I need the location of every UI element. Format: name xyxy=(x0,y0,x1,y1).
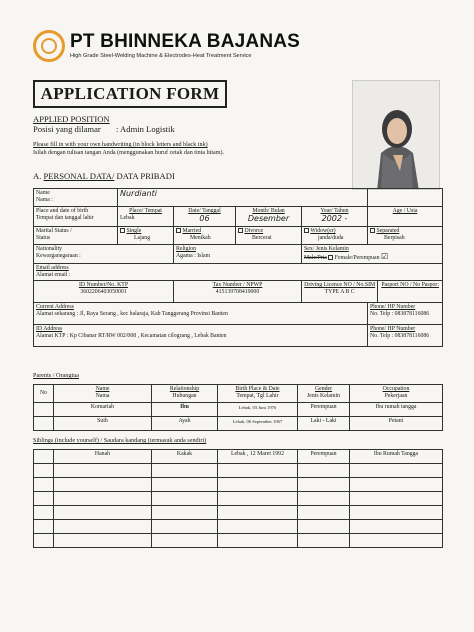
section-a-heading: A. PERSONAL DATA/ DATA PRIBADI xyxy=(33,171,175,181)
age-field[interactable] xyxy=(370,215,440,222)
applied-value[interactable]: : Admin Logistik xyxy=(116,124,175,134)
company-logo xyxy=(33,30,65,62)
marital-single[interactable]: Single Lajang xyxy=(118,227,174,245)
birth-month-field[interactable]: Desember xyxy=(247,214,290,223)
parent-row[interactable]: Komariah Ibu Lebak, 03 Juni 1976 Perempuan Ibu rumah tangga xyxy=(34,403,443,417)
personal-data-table: Name Nama : Nurdianti Place and date of birth Tempat dan tanggal lahir Place/ Tempat Lebak Date/ Tanggal 06 Month/ Bulan Desember Year/ Tahun 2002 - Age / Usia Marital Status / Status Single Lajang Married Menikah Divorce Bercerai Widow(er) janda/duda Separated Berpisah Nationality Kewarganegaraan : Religion Agama : Islam Sex/ Jenis Kelamin Male/Pria Female/Perempuan ☑ Email address Alamat email : ID Number/No. KTP 3602206403050001 Tax Number / NPWP 415139708419000 Driving Licence NO / No.SIM TYPE A B C Pasport NO / No Paspor: Current Address Alamat sekarang : Jl, Raya Serang , kec balaraja, Kab Tanggerang Provinsi Banten Phone/ HP Number No. Telp : 083878116086 ID Address Alamat KTP : Kp Cibanar RT/RW 002/008 , Kecamatan cilograng , Lebak Banten Phone/ HP Number No. Telp : 083878116086 xyxy=(33,188,443,347)
id-address-field[interactable]: Alamat KTP : Kp Cibanar RT/RW 002/008 , Kecamatan cilograng , Lebak Banten xyxy=(36,333,227,339)
company-name: PT BHINNEKA BAJANAS xyxy=(70,31,301,52)
sibling-row[interactable] xyxy=(34,492,443,506)
driving-type-field[interactable]: TYPE A B C xyxy=(324,289,355,295)
sex-field[interactable]: Male/Pria Female/Perempuan ☑ xyxy=(304,252,389,261)
sibling-row[interactable]: Hanah Kakak Lebak , 12 Maret 1992 Perempuan Ibu Rumah Tangga xyxy=(34,450,443,464)
instruction-en: Please fill in with your own handwriting (in block letters and black ink) xyxy=(33,142,208,148)
marital-divorce[interactable]: Divorce Bercerai xyxy=(236,227,302,245)
email-field[interactable]: Alamat email : xyxy=(36,272,71,278)
birth-year-field[interactable]: 2002 - xyxy=(321,214,348,223)
siblings-table xyxy=(33,449,443,548)
tax-number-field[interactable]: 415139708419000 xyxy=(215,289,260,295)
instruction-id: Isilah dengan tulisan tangan Anda (menggunakan huruf cetak dan tinta hitam). xyxy=(33,150,225,156)
phone-field[interactable]: No. Telp : 083878116086 xyxy=(370,311,430,317)
siblings-heading: Siblings (include yourself) / Saudara kandang (termasuk anda sendiri) xyxy=(33,437,207,444)
sibling-row[interactable] xyxy=(34,464,443,478)
form-title: APPLICATION FORM xyxy=(33,80,227,108)
current-address-field[interactable]: Alamat sekarang : Jl, Raya Serang , kec balaraja, Kab Tanggerang Provinsi Banten xyxy=(36,311,228,317)
applicant-photo xyxy=(352,80,440,190)
company-tagline: High Grade Steel-Welding Machine & Electrodes-Heat Treatment Service xyxy=(70,53,252,59)
applied-label: Posisi yang dilamar xyxy=(33,124,101,134)
parents-heading: Parents / Orangtua xyxy=(33,372,80,379)
id-number-field[interactable]: 3602206403050001 xyxy=(80,289,127,295)
applied-heading: APPLIED POSITION xyxy=(33,114,110,124)
phone2-field[interactable]: No. Telp : 083878116086 xyxy=(370,333,430,339)
marital-widow[interactable]: Widow(er) janda/duda xyxy=(302,227,368,245)
sibling-row[interactable] xyxy=(34,520,443,534)
parent-row[interactable]: Suih Ayah Lebak, 06 September 1967 Laki - Laki Petani xyxy=(34,417,443,431)
marital-married[interactable]: Married Menikah xyxy=(174,227,236,245)
sibling-row[interactable] xyxy=(34,478,443,492)
birth-place-field[interactable]: Lebak xyxy=(120,215,135,221)
parents-table: No Name Nama Relationship Hubungan Birth Place & Date Tempat, Tgl Lahir Gender Jenis Kelamin Occupation Pekerjaan Komariah Ibu Lebak, 03 Juni 1976 Perempuan Ibu rumah tangga Suih Ayah Lebak, 06 September 1967 Laki - Laki Petani xyxy=(33,384,443,431)
name-field[interactable]: Nurdianti xyxy=(118,189,368,207)
passport-field[interactable]: Pasport NO / No Paspor: xyxy=(381,282,439,288)
religion-field[interactable]: Agama : Islam xyxy=(176,253,211,259)
birth-date-field[interactable]: 06 xyxy=(199,214,210,223)
sibling-row[interactable] xyxy=(34,534,443,548)
marital-separated[interactable]: Separated Berpisah xyxy=(368,227,443,245)
sibling-row[interactable] xyxy=(34,506,443,520)
